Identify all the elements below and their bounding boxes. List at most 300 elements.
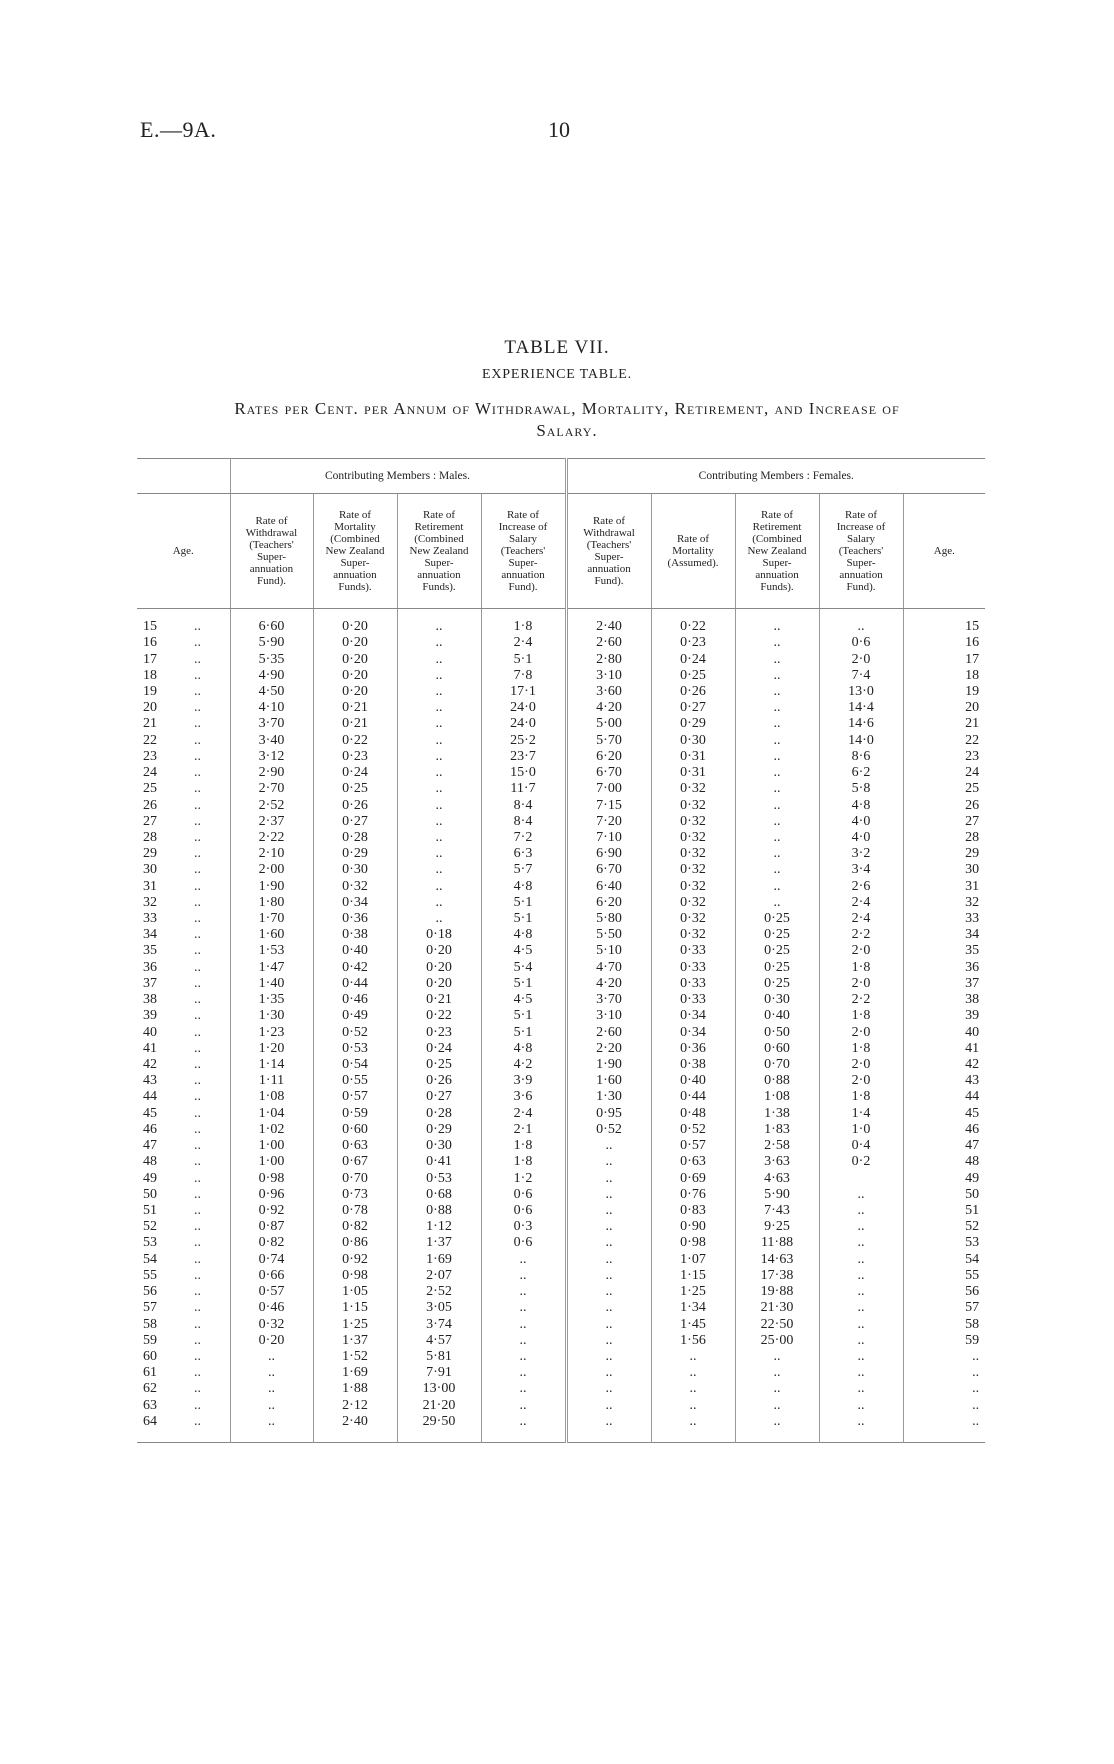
cell-age: 43 [143,1073,157,1089]
cell-female-salary-increase-rate: .. [819,1252,903,1268]
cell-age-right: 17 [965,651,980,667]
header-line: Increase of [498,521,548,533]
cell-female-salary-increase-rate: 2·4 [819,895,903,911]
cell-male-salary-increase-rate: .. [481,1414,566,1443]
cell-male-withdrawal-rate: 1·23 [230,1024,313,1040]
cell-age-right: 36 [965,959,980,975]
cell-male-withdrawal-rate: 0·82 [230,1235,313,1251]
cell-age: 45 [143,1105,157,1121]
cell-female-withdrawal-rate: 6·90 [566,846,651,862]
cell-male-withdrawal-rate: 0·20 [230,1333,313,1349]
cell-female-withdrawal-rate: 2·60 [566,635,651,651]
cell-age: 64 [143,1413,157,1429]
cell-male-withdrawal-rate: 1·30 [230,1008,313,1024]
cell-age-right: 49 [965,1170,980,1186]
cell-male-mortality-rate: 0·29 [313,846,397,862]
cell-female-salary-increase-rate: 8·6 [819,749,903,765]
cell-female-salary-increase-rate: .. [819,1219,903,1235]
cell-female-mortality-rate: 0·32 [651,927,735,943]
cell-leader-dots: .. [192,1381,230,1397]
cell-age-right: .. [972,1365,980,1381]
table-row [137,1414,985,1443]
cell-female-salary-increase-rate: 0·2 [819,1154,903,1170]
cell-leader-dots: .. [192,1138,230,1154]
cell-female-retirement-rate: .. [735,668,819,684]
cell-female-withdrawal-rate: .. [566,1349,651,1365]
cell-male-salary-increase-rate: 3·6 [481,1089,566,1105]
cell-age: 23 [143,748,157,764]
cell-male-retirement-rate: 2·52 [397,1284,481,1300]
cell-age-right: 24 [965,765,980,781]
cell-male-mortality-rate: 0·36 [313,911,397,927]
cell-male-withdrawal-rate: 2·22 [230,830,313,846]
cell-age: 36 [143,959,157,975]
header-line: Salary [508,533,538,545]
cell-female-retirement-rate: .. [735,609,819,636]
cell-age-right: 42 [965,1057,980,1073]
header-line: Super- [594,551,624,563]
cell-male-salary-increase-rate: 5·1 [481,895,566,911]
table-row [137,927,985,943]
cell-age: 53 [143,1235,157,1251]
cell-leader-dots: .. [192,862,230,878]
cell-female-retirement-rate: 0·88 [735,1073,819,1089]
cell-male-salary-increase-rate: 4·5 [481,943,566,959]
cell-age: 58 [143,1316,157,1332]
cell-male-withdrawal-rate: 5·90 [230,635,313,651]
cell-male-retirement-rate: 0·23 [397,1024,481,1040]
cell-leader-dots: .. [192,1024,230,1040]
cell-female-retirement-rate: .. [735,765,819,781]
cell-age-right: .. [972,1348,980,1364]
cell-male-mortality-rate: 0·57 [313,1089,397,1105]
cell-female-salary-increase-rate: 2·0 [819,1024,903,1040]
cell-age-right: 57 [965,1300,980,1316]
cell-female-retirement-rate: .. [735,651,819,667]
header-line: Fund). [594,575,624,587]
cell-leader-dots: .. [192,1106,230,1122]
cell-female-salary-increase-rate: 4·0 [819,830,903,846]
cell-male-retirement-rate: 0·20 [397,943,481,959]
cell-male-withdrawal-rate: 4·90 [230,668,313,684]
cell-male-salary-increase-rate: 0·6 [481,1203,566,1219]
cell-leader-dots: .. [192,716,230,732]
male-mortality-header [313,494,397,609]
cell-age: 27 [143,813,157,829]
cell-female-retirement-rate: .. [735,749,819,765]
cell-age: 61 [143,1365,157,1381]
cell-female-retirement-rate: 0·25 [735,960,819,976]
table-subtitle: EXPERIENCE TABLE. [482,367,632,382]
cell-age-right: 21 [965,716,980,732]
cell-female-retirement-rate: 0·60 [735,1041,819,1057]
cell-female-mortality-rate: 1·15 [651,1268,735,1284]
cell-leader-dots: .. [192,635,230,651]
cell-age: 57 [143,1300,157,1316]
cell-leader-dots: .. [192,781,230,797]
header-line: Rate of [338,509,372,521]
cell-leader-dots: .. [192,1365,230,1381]
cell-leader-dots: .. [192,1219,230,1235]
cell-female-mortality-rate: 0·98 [651,1235,735,1251]
cell-leader-dots: .. [192,609,230,636]
cell-age-right: 27 [965,813,980,829]
cell-female-retirement-rate: 11·88 [735,1235,819,1251]
cell-male-retirement-rate: 0·53 [397,1170,481,1186]
cell-female-retirement-rate: .. [735,635,819,651]
cell-male-withdrawal-rate: 0·32 [230,1316,313,1332]
cell-male-salary-increase-rate: 1·8 [481,609,566,636]
cell-age-right: 50 [965,1186,980,1202]
cell-male-salary-increase-rate: 11·7 [481,781,566,797]
cell-female-retirement-rate: 0·70 [735,1057,819,1073]
cell-male-retirement-rate: 1·37 [397,1235,481,1251]
cell-female-retirement-rate: 19·88 [735,1284,819,1300]
cell-male-retirement-rate: 0·27 [397,1089,481,1105]
cell-female-salary-increase-rate: 14·4 [819,700,903,716]
cell-male-withdrawal-rate: 0·74 [230,1252,313,1268]
cell-male-salary-increase-rate: 2·1 [481,1122,566,1138]
cell-age-right: 22 [965,732,980,748]
cell-age: 44 [143,1089,157,1105]
cell-female-salary-increase-rate: .. [819,1333,903,1349]
table-row [137,1219,985,1235]
table-row [137,1008,985,1024]
cell-female-withdrawal-rate: 4·70 [566,960,651,976]
cell-female-mortality-rate: .. [651,1398,735,1414]
cell-female-withdrawal-rate: .. [566,1170,651,1186]
cell-female-withdrawal-rate: 5·70 [566,733,651,749]
cell-female-mortality-rate: 0·30 [651,733,735,749]
header-line: Withdrawal [245,527,298,539]
cell-male-withdrawal-rate: 2·10 [230,846,313,862]
header-line: New Zealand [747,545,807,557]
cell-female-salary-increase-rate: 14·0 [819,733,903,749]
cell-male-mortality-rate: 0·44 [313,976,397,992]
cell-female-retirement-rate: 0·25 [735,911,819,927]
experience-table-container [137,458,985,1444]
cell-male-retirement-rate: 0·20 [397,976,481,992]
cell-age: 60 [143,1348,157,1364]
header-line: annuation [839,569,883,581]
table-row [137,943,985,959]
table-row [137,879,985,895]
cell-male-mortality-rate: 0·21 [313,700,397,716]
cell-male-withdrawal-rate: 1·35 [230,992,313,1008]
cell-male-mortality-rate: 0·73 [313,1187,397,1203]
cell-female-withdrawal-rate: .. [566,1284,651,1300]
cell-male-salary-increase-rate: 24·0 [481,700,566,716]
cell-leader-dots: .. [192,1252,230,1268]
cell-female-retirement-rate: 0·25 [735,943,819,959]
table-row [137,635,985,651]
cell-female-mortality-rate: 0·34 [651,1008,735,1024]
cell-age-right: 19 [965,683,980,699]
cell-leader-dots: .. [192,911,230,927]
cell-age: 52 [143,1219,157,1235]
cell-male-salary-increase-rate: 8·4 [481,814,566,830]
cell-female-withdrawal-rate: .. [566,1414,651,1443]
cell-male-salary-increase-rate: 4·2 [481,1057,566,1073]
cell-male-salary-increase-rate: .. [481,1252,566,1268]
cell-male-salary-increase-rate: 2·4 [481,635,566,651]
cell-male-mortality-rate: 1·15 [313,1300,397,1316]
cell-male-retirement-rate: .. [397,895,481,911]
cell-male-retirement-rate: 5·81 [397,1349,481,1365]
header-line: Rate of [506,509,540,521]
cell-age: 59 [143,1332,157,1348]
cell-age-right: 45 [965,1105,980,1121]
cell-age-right: 54 [965,1251,980,1267]
cell-female-mortality-rate: 0·76 [651,1187,735,1203]
cell-male-salary-increase-rate: 4·8 [481,879,566,895]
cell-age: 24 [143,765,157,781]
table-row [137,1138,985,1154]
table-row [137,1268,985,1284]
cell-male-mortality-rate: 0·54 [313,1057,397,1073]
cell-male-salary-increase-rate: .. [481,1268,566,1284]
cell-age: 39 [143,1008,157,1024]
header-line: Mortality [672,545,714,557]
cell-male-salary-increase-rate: 4·8 [481,1041,566,1057]
cell-male-retirement-rate: .. [397,879,481,895]
cell-female-salary-increase-rate: 14·6 [819,716,903,732]
cell-male-retirement-rate: 4·57 [397,1333,481,1349]
table-row [137,668,985,684]
females-group-header: Contributing Members : Females. [566,459,985,494]
cell-female-salary-increase-rate: 7·4 [819,668,903,684]
cell-male-retirement-rate: .. [397,781,481,797]
female-retirement-header [735,494,819,609]
cell-male-salary-increase-rate: 1·8 [481,1138,566,1154]
cell-female-mortality-rate: 0·69 [651,1170,735,1186]
cell-male-salary-increase-rate: 0·6 [481,1235,566,1251]
cell-male-retirement-rate: .. [397,814,481,830]
header-line: Mortality [334,521,376,533]
cell-female-retirement-rate: 0·40 [735,1008,819,1024]
cell-age: 63 [143,1397,157,1413]
cell-female-withdrawal-rate: .. [566,1219,651,1235]
header-line: annuation [587,563,631,575]
cell-female-salary-increase-rate: 2·0 [819,1073,903,1089]
cell-male-salary-increase-rate: 5·1 [481,911,566,927]
cell-male-withdrawal-rate: 2·00 [230,862,313,878]
cell-male-mortality-rate: 0·23 [313,749,397,765]
header-line: Rate of [676,533,710,545]
cell-male-withdrawal-rate: 4·10 [230,700,313,716]
cell-female-salary-increase-rate: 2·2 [819,927,903,943]
age-column-header: Age. [137,494,230,609]
cell-male-mortality-rate: 0·34 [313,895,397,911]
cell-male-retirement-rate: .. [397,797,481,813]
table-row [137,1235,985,1251]
cell-female-salary-increase-rate: 4·0 [819,814,903,830]
cell-male-retirement-rate: 0·22 [397,1008,481,1024]
cell-male-mortality-rate: 0·78 [313,1203,397,1219]
cell-male-withdrawal-rate: 1·60 [230,927,313,943]
cell-female-withdrawal-rate: 5·50 [566,927,651,943]
cell-age-right: 30 [965,862,980,878]
header-line: Fund). [846,581,876,593]
cell-female-salary-increase-rate: 1·8 [819,1041,903,1057]
header-line: Withdrawal [583,527,635,539]
cell-male-retirement-rate: 2·07 [397,1268,481,1284]
cell-age-right: 59 [965,1332,980,1348]
cell-male-withdrawal-rate: 1·14 [230,1057,313,1073]
cell-female-mortality-rate: 1·07 [651,1252,735,1268]
header-line: Super- [256,551,287,563]
cell-age-right: 40 [965,1024,980,1040]
cell-female-retirement-rate: .. [735,1365,819,1381]
cell-female-salary-increase-rate: 2·6 [819,879,903,895]
cell-age-right: 34 [965,927,980,943]
cell-age: 62 [143,1381,157,1397]
cell-male-retirement-rate: 1·69 [397,1252,481,1268]
table-row [137,1316,985,1332]
table-row [137,1170,985,1186]
cell-female-withdrawal-rate: 3·60 [566,684,651,700]
cell-male-withdrawal-rate: 5·35 [230,651,313,667]
cell-male-retirement-rate: .. [397,911,481,927]
cell-female-mortality-rate: 0·63 [651,1154,735,1170]
cell-female-retirement-rate: 2·58 [735,1138,819,1154]
age-right-column-header: Age. [903,494,985,609]
cell-female-withdrawal-rate: 4·20 [566,976,651,992]
cell-female-retirement-rate: 1·08 [735,1089,819,1105]
cell-female-withdrawal-rate: 7·20 [566,814,651,830]
cell-age: 25 [143,781,157,797]
cell-female-salary-increase-rate: .. [819,1203,903,1219]
cell-leader-dots: .. [192,943,230,959]
cell-age: 42 [143,1057,157,1073]
cell-male-mortality-rate: 1·05 [313,1284,397,1300]
cell-leader-dots: .. [192,1154,230,1170]
cell-age-right: 39 [965,1008,980,1024]
cell-female-mortality-rate: 0·36 [651,1041,735,1057]
cell-female-withdrawal-rate: .. [566,1398,651,1414]
cell-male-salary-increase-rate: .. [481,1333,566,1349]
cell-female-retirement-rate: 17·38 [735,1268,819,1284]
cell-female-withdrawal-rate: .. [566,1252,651,1268]
cell-female-withdrawal-rate: .. [566,1365,651,1381]
cell-male-salary-increase-rate: 1·2 [481,1170,566,1186]
cell-female-mortality-rate: 0·27 [651,700,735,716]
cell-age-right: 44 [965,1089,980,1105]
header-line: annuation [249,563,294,575]
cell-male-mortality-rate: 1·37 [313,1333,397,1349]
cell-male-mortality-rate: 0·30 [313,862,397,878]
cell-female-withdrawal-rate: 6·70 [566,765,651,781]
cell-male-retirement-rate: 0·25 [397,1057,481,1073]
male-salary-increase-header [481,494,566,609]
table-row [137,1333,985,1349]
cell-leader-dots: .. [192,846,230,862]
header-line: Retirement [752,521,802,533]
cell-male-salary-increase-rate: 5·7 [481,862,566,878]
cell-male-retirement-rate: .. [397,609,481,636]
cell-male-salary-increase-rate: .. [481,1284,566,1300]
cell-female-mortality-rate: 0·34 [651,1024,735,1040]
cell-male-retirement-rate: .. [397,749,481,765]
cell-leader-dots: .. [192,1203,230,1219]
cell-male-mortality-rate: 0·49 [313,1008,397,1024]
cell-female-salary-increase-rate: 1·8 [819,1008,903,1024]
cell-female-mortality-rate: 0·40 [651,1073,735,1089]
cell-age: 54 [143,1251,157,1267]
cell-age-right: 16 [965,635,980,651]
table-row [137,733,985,749]
cell-female-retirement-rate: 0·50 [735,1024,819,1040]
cell-female-retirement-rate: .. [735,1349,819,1365]
cell-male-withdrawal-rate: 1·80 [230,895,313,911]
cell-female-mortality-rate: 0·32 [651,846,735,862]
cell-male-mortality-rate: 2·12 [313,1398,397,1414]
table-row [137,846,985,862]
cell-male-mortality-rate: 0·46 [313,992,397,1008]
cell-male-salary-increase-rate: .. [481,1316,566,1332]
document-reference: E.—9A. [140,117,217,142]
cell-male-retirement-rate: 0·88 [397,1203,481,1219]
cell-male-retirement-rate: .. [397,700,481,716]
cell-female-retirement-rate: .. [735,814,819,830]
header-line: annuation [417,569,461,581]
cell-female-salary-increase-rate: .. [819,1300,903,1316]
cell-male-salary-increase-rate: 7·8 [481,668,566,684]
header-line: (Teachers' [586,539,632,551]
cell-female-retirement-rate: .. [735,733,819,749]
cell-female-salary-increase-rate: 0·4 [819,1138,903,1154]
table-row [137,1187,985,1203]
cell-age-right: 35 [965,943,980,959]
cell-female-retirement-rate: 3·63 [735,1154,819,1170]
cell-female-mortality-rate: 0·32 [651,895,735,911]
cell-male-salary-increase-rate: 24·0 [481,716,566,732]
cell-male-salary-increase-rate: .. [481,1300,566,1316]
cell-age-right: 47 [965,1138,980,1154]
cell-male-salary-increase-rate: .. [481,1349,566,1365]
cell-age-right: 52 [965,1219,980,1235]
table-row [137,1073,985,1089]
header-line: Salary [846,533,876,545]
cell-male-withdrawal-rate: 0·46 [230,1300,313,1316]
cell-male-mortality-rate: 0·20 [313,609,397,636]
cell-female-withdrawal-rate: 6·20 [566,749,651,765]
cell-male-retirement-rate: 0·24 [397,1041,481,1057]
cell-female-withdrawal-rate: 1·90 [566,1057,651,1073]
cell-leader-dots: .. [192,1349,230,1365]
cell-age: 56 [143,1284,157,1300]
cell-female-withdrawal-rate: 6·40 [566,879,651,895]
cell-female-salary-increase-rate: .. [819,609,903,636]
cell-age: 41 [143,1040,157,1056]
cell-female-salary-increase-rate: .. [819,1316,903,1332]
cell-leader-dots: .. [192,879,230,895]
cell-male-retirement-rate: 0·20 [397,960,481,976]
cell-age: 18 [143,667,157,683]
cell-male-withdrawal-rate: .. [230,1365,313,1381]
cell-male-withdrawal-rate: 0·87 [230,1219,313,1235]
cell-female-withdrawal-rate: 2·80 [566,651,651,667]
cell-leader-dots: .. [192,830,230,846]
cell-leader-dots: .. [192,1170,230,1186]
cell-male-salary-increase-rate: 4·8 [481,927,566,943]
cell-leader-dots: .. [192,684,230,700]
cell-female-withdrawal-rate: 5·80 [566,911,651,927]
cell-male-retirement-rate: .. [397,733,481,749]
table-row [137,862,985,878]
cell-male-salary-increase-rate: 5·1 [481,1008,566,1024]
cell-age: 50 [143,1186,157,1202]
